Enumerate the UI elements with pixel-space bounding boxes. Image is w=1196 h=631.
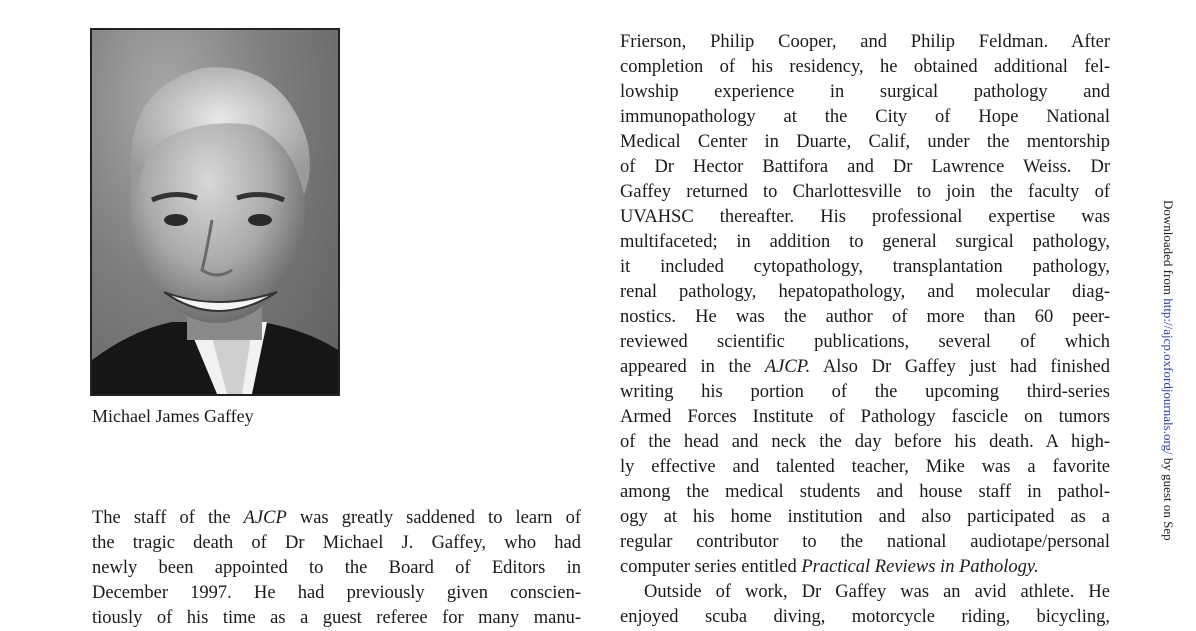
- text-line: tiously of his time as a guest referee for many manu-: [92, 608, 581, 628]
- text-line: lowship experience in surgical pathology and: [620, 82, 1110, 102]
- text-line: Frierson, Philip Cooper, and Philip Feldman. After: [620, 32, 1110, 52]
- watermark-suffix: by guest on Sep: [1161, 454, 1176, 541]
- watermark-prefix: Downloaded from: [1161, 200, 1176, 299]
- text-line: Medical Center in Duarte, Calif, under the mentorship: [620, 132, 1110, 152]
- portrait-photo: [90, 28, 340, 396]
- text-line: writing his portion of the upcoming third-series: [620, 382, 1110, 402]
- left-column-text: [92, 506, 581, 631]
- text-line: Outside of work, Dr Gaffey was an avid athlete. He: [644, 582, 1110, 602]
- text-line: among the medical students and house staff in pathol-: [620, 482, 1110, 502]
- text-line: ogy at his home institution and also participated as a: [620, 507, 1110, 527]
- text-line: completion of his residency, he obtained additional fel-: [620, 57, 1110, 77]
- text-line: the tragic death of Dr Michael J. Gaffey, who had: [92, 533, 581, 553]
- text-line: of Dr Hector Battifora and Dr Lawrence Weiss. Dr: [620, 157, 1110, 177]
- text-line: immunopathology at the City of Hope National: [620, 107, 1110, 127]
- text-line: Armed Forces Institute of Pathology fascicle on tumors: [620, 407, 1110, 427]
- text-line: multifaceted; in addition to general surgical pathology,: [620, 232, 1110, 252]
- text-line: The staff of the AJCP was greatly saddened to learn of: [92, 508, 581, 528]
- text-line: ly effective and talented teacher, Mike was a favorite: [620, 457, 1110, 477]
- text-line: reviewed scientific publications, several of which: [620, 332, 1110, 352]
- text-line: December 1997. He had previously given conscien-: [92, 583, 581, 603]
- text-line: Gaffey returned to Charlottesville to join the faculty of: [620, 182, 1110, 202]
- photo-caption: Michael James Gaffey: [92, 406, 254, 426]
- text-line: computer series entitled Practical Reviews in Pathology.: [620, 557, 1039, 577]
- text-line: UVAHSC thereafter. His professional expertise was: [620, 207, 1110, 227]
- download-watermark: [1158, 200, 1178, 628]
- portrait-illustration: [92, 30, 338, 394]
- text-line: regular contributor to the national audiotape/personal: [620, 532, 1110, 552]
- text-line: appeared in the AJCP. Also Dr Gaffey just had finished: [620, 357, 1110, 377]
- right-column-text: [620, 30, 1110, 630]
- text-line: it included cytopathology, transplantation pathology,: [620, 257, 1110, 277]
- text-line: newly been appointed to the Board of Editors in: [92, 558, 581, 578]
- text-line: of the head and neck the day before his death. A high-: [620, 432, 1110, 452]
- text-line: nostics. He was the author of more than 60 peer-: [620, 307, 1110, 327]
- watermark-link[interactable]: http://ajcp.oxfordjournals.org/: [1161, 298, 1176, 455]
- text-line: renal pathology, hepatopathology, and molecular diag-: [620, 282, 1110, 302]
- text-line: enjoyed scuba diving, motorcycle riding, bicycling,: [620, 607, 1110, 627]
